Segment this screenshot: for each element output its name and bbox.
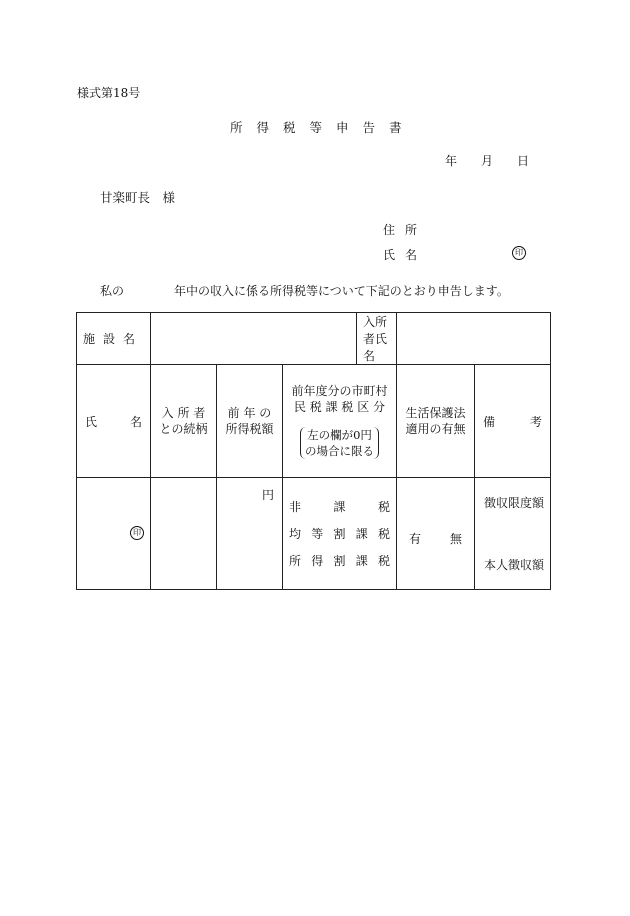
date-day-label: 日 <box>517 154 530 168</box>
addressee: 甘楽町長 様 <box>100 190 176 205</box>
resident-seal-mark: 印 <box>130 526 144 540</box>
income-tax-entry-cell[interactable] <box>217 478 283 590</box>
address-label: 住所 <box>383 223 428 237</box>
date-line <box>445 152 529 169</box>
tax-option-per-capita[interactable]: 均 等 割 課 税 <box>289 527 391 541</box>
facility-name-field[interactable] <box>151 313 357 365</box>
date-month-label: 月 <box>481 154 494 168</box>
welfare-yes-option[interactable]: 有 <box>409 532 422 546</box>
declaration-prefix: 私の <box>100 284 125 298</box>
name-header: 氏 名 <box>77 365 151 478</box>
welfare-no-option[interactable]: 無 <box>450 532 463 546</box>
municipal-tax-class-header: 前年度分の市町村 民 税 課 税 区 分 左の欄が0円 の場合に限る <box>283 365 397 478</box>
declaration-text: 年中の収入に係る所得税等について下記のとおり申告します。 <box>174 284 509 298</box>
tax-option-non-taxable[interactable]: 非 課 税 <box>289 500 391 514</box>
welfare-entry-cell <box>397 478 475 590</box>
facility-name-label: 施設名 <box>77 313 151 365</box>
relation-header: 入 所 者 との続柄 <box>151 365 217 478</box>
resident-name-label: 入所者氏名 <box>357 313 397 365</box>
relation-entry-cell[interactable] <box>151 478 217 590</box>
yen-unit: 円 <box>261 488 274 502</box>
document-title: 所得税等申告書 <box>230 120 416 135</box>
previous-income-tax-header: 前 年 の 所得税額 <box>217 365 283 478</box>
self-collection-label: 本人徴収額 <box>484 558 545 572</box>
date-year-label: 年 <box>445 154 458 168</box>
name-entry-cell[interactable] <box>77 478 151 590</box>
collection-limit-label: 徴収限度額 <box>484 496 545 510</box>
name-label: 氏名 <box>383 248 428 262</box>
form-number: 様式第18号 <box>77 86 141 100</box>
applicant-seal-mark: 印 <box>512 246 526 260</box>
tax-declaration-table <box>76 312 551 590</box>
welfare-header: 生活保護法 適用の有無 <box>397 365 475 478</box>
remarks-header: 備 考 <box>475 365 551 478</box>
resident-name-field[interactable] <box>397 313 551 365</box>
remarks-entry-cell[interactable] <box>475 478 551 590</box>
declaration-sentence <box>100 282 509 299</box>
tax-option-income-based[interactable]: 所 得 割 課 税 <box>289 554 391 568</box>
municipal-note: 左の欄が0円 の場合に限る <box>300 427 379 459</box>
tax-class-options <box>283 478 397 590</box>
